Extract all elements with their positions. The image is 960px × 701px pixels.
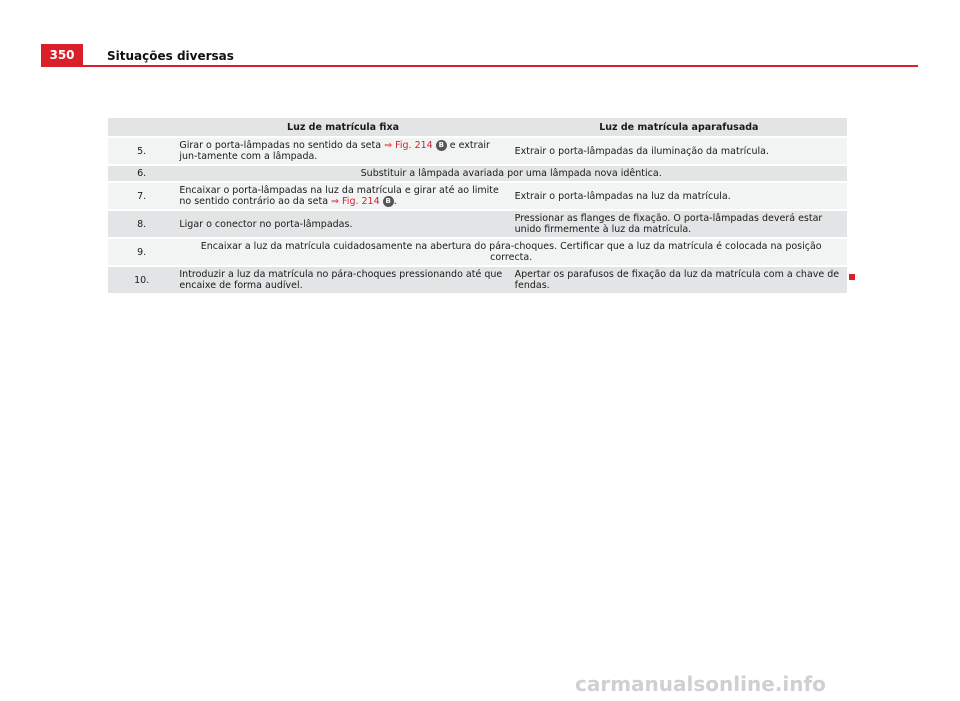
step-text: e extrair jun-tamente com a lâmpada.	[179, 140, 490, 162]
step-common-text: Encaixar a luz da matrícula cuidadosamente na abertura do pára-choques. Certificar que a luz da matrícula é colocada na posição correcta.	[175, 239, 847, 265]
step-number: 10.	[108, 267, 175, 293]
figure-link[interactable]: ⇒ Fig. 214	[384, 140, 433, 151]
section-end-marker	[849, 274, 855, 280]
step-screwed-text: Extrair o porta-lâmpadas da iluminação da matrícula.	[511, 138, 847, 164]
step-screwed-text: Apertar os parafusos de fixação da luz da matrícula com a chave de fendas.	[511, 267, 847, 293]
section-title: Situações diversas	[107, 49, 234, 63]
step-number: 6.	[108, 166, 175, 181]
step-number: 5.	[108, 138, 175, 164]
instructions-table	[108, 116, 847, 295]
page-number: 350	[41, 44, 83, 66]
watermark-text: carmanualsonline.info	[575, 672, 826, 696]
step-fixed-text: Introduzir a luz da matrícula no pára-choques pressionando até que encaixe de forma audível.	[175, 267, 510, 293]
table-row	[108, 211, 847, 237]
table-row	[108, 183, 847, 209]
page-header	[0, 0, 960, 70]
step-common-text: Substituir a lâmpada avariada por uma lâmpada nova idêntica.	[175, 166, 847, 181]
table-row	[108, 239, 847, 265]
figure-link[interactable]: ⇒ Fig. 214	[331, 196, 380, 207]
table-row	[108, 267, 847, 293]
table-row	[108, 166, 847, 181]
step-text: .	[393, 196, 397, 207]
step-screwed-text: Extrair o porta-lâmpadas na luz da matrícula.	[511, 183, 847, 209]
step-fixed-text	[175, 183, 510, 209]
step-screwed-text: Pressionar as flanges de fixação. O porta-lâmpadas deverá estar unido firmemente à luz da matrícula.	[511, 211, 847, 237]
step-fixed-text: Ligar o conector no porta-lâmpadas.	[175, 211, 510, 237]
callout-badge: B	[383, 196, 394, 207]
step-fixed-text	[175, 138, 510, 164]
table-header-row	[108, 118, 847, 136]
header-rule	[41, 65, 918, 67]
step-number: 8.	[108, 211, 175, 237]
step-number: 7.	[108, 183, 175, 209]
header-fixed-light: Luz de matrícula fixa	[175, 118, 510, 136]
header-screwed-light: Luz de matrícula aparafusada	[511, 118, 847, 136]
step-number: 9.	[108, 239, 175, 265]
step-text: Encaixar o porta-lâmpadas na luz da matrícula e girar até ao limite no sentido contrário ao da seta	[179, 185, 499, 207]
callout-badge: B	[436, 140, 447, 151]
header-number-column	[108, 118, 175, 136]
table-row	[108, 138, 847, 164]
step-text: Girar o porta-lâmpadas no sentido da seta	[179, 140, 385, 151]
